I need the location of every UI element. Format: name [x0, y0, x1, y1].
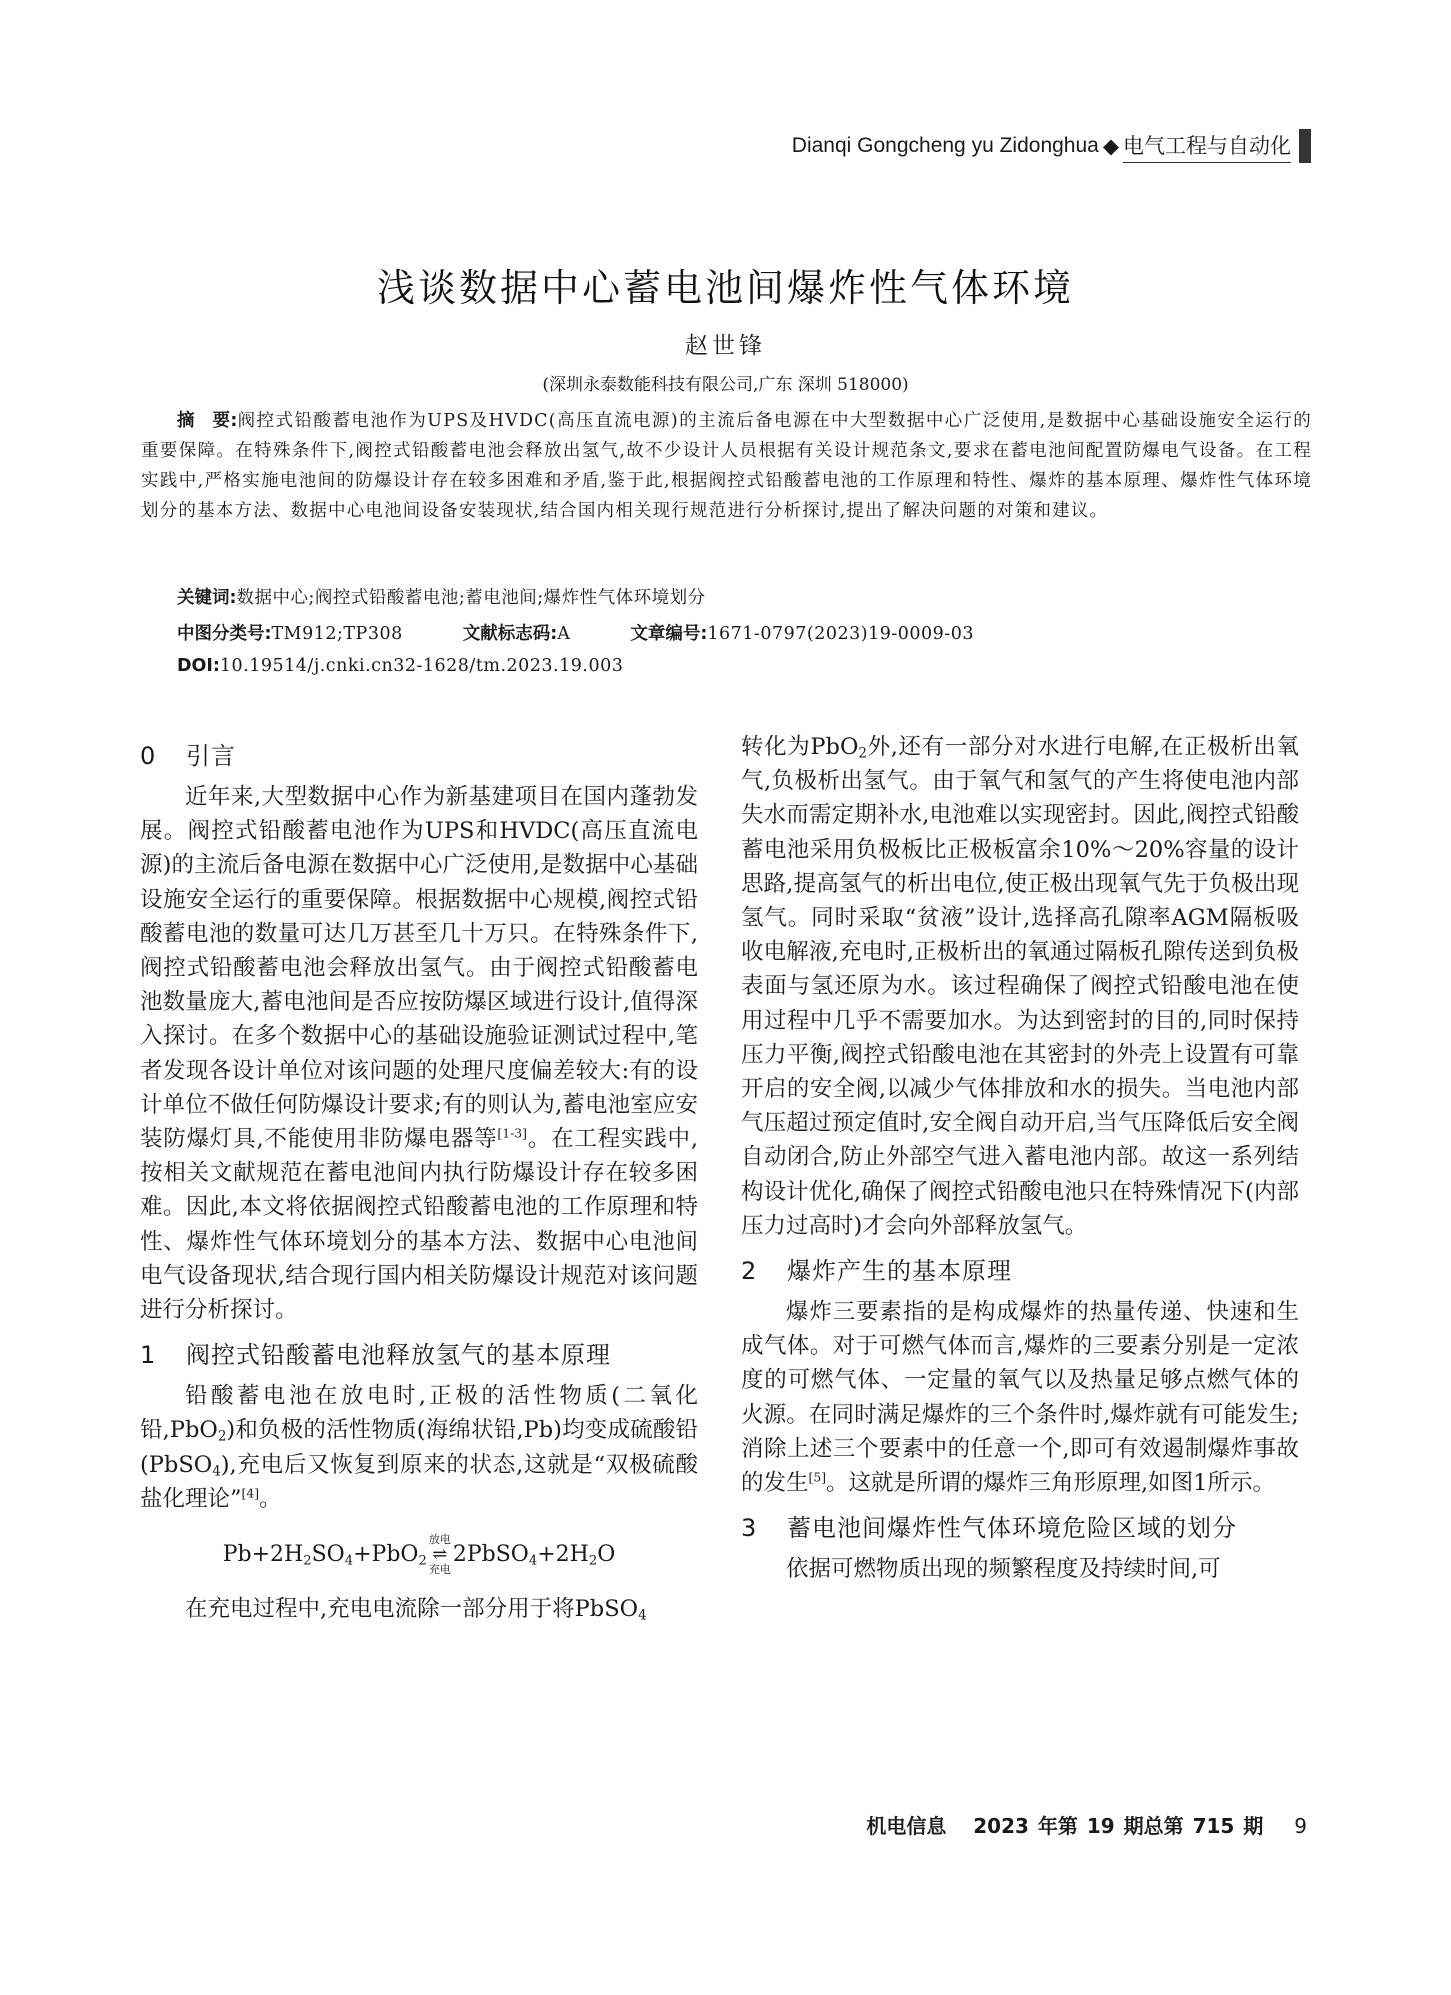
section-0-text-b: 。在工程实践中,按相关文献规范在蓄电池间内执行防爆设计存在较多困难。因此,本文将依据阀控式铅酸蓄电池的工作原理和特性、爆炸性气体环境划分的基本方法、数据中心电池间电气设备现状,结合现行国内相关防爆设计规范对该问题进行分析探讨。	[140, 1126, 699, 1324]
article-number-value: 1671-0797(2023)19-0009-03	[707, 624, 974, 644]
page-footer	[866, 1810, 1307, 1839]
section-1-text-d: 。	[259, 1485, 282, 1512]
section-3-paragraph	[741, 1552, 1299, 1586]
keywords	[177, 584, 706, 609]
section-1-heading	[140, 1333, 698, 1377]
arrow-label-charge: 充电	[428, 1563, 451, 1577]
section-1-text-c: ),充电后又恢复到原来的状态,这就是“双极硫酸盐化理论”	[140, 1451, 698, 1512]
section-2-title: 爆炸产生的基本原理	[787, 1257, 1012, 1286]
clc-value: TM912;TP308	[271, 624, 403, 644]
section-2-paragraph	[741, 1295, 1299, 1500]
subscript: 2	[217, 1428, 227, 1445]
page-number: 9	[1294, 1814, 1307, 1838]
chemical-equation	[140, 1524, 698, 1586]
section-1-number: 1	[140, 1341, 157, 1370]
citation-5: [5]	[808, 1470, 827, 1485]
footer-issue: 2023 年第 19 期总第 715 期	[973, 1814, 1264, 1838]
citation-4: [4]	[241, 1486, 260, 1501]
section-0-title: 引言	[186, 742, 236, 770]
section-1-text-p3a: 转化为PbO	[741, 734, 859, 760]
section-1-paragraph-2-continued	[741, 730, 1299, 1243]
clc-label: 中图分类号:	[177, 624, 272, 644]
section-1-title: 阀控式铅酸蓄电池释放氢气的基本原理	[186, 1341, 611, 1370]
section-1-paragraph-1	[140, 1379, 698, 1516]
author-name: 赵世锋	[685, 333, 766, 359]
doi-value: 10.19514/j.cnki.cn32-1628/tm.2023.19.003	[219, 656, 624, 676]
section-1-text-b: )和负极的活性物质(海绵状铅,Pb)均变成硫酸铅(PbSO	[140, 1417, 699, 1478]
abstract	[141, 406, 1312, 526]
section-2-text-a: 爆炸三要素指的是构成爆炸的热量传递、快速和生成气体。对于可燃气体而言,爆炸的三要素分别是一定浓度的可燃气体、一定量的氧气以及热量足够点燃气体的火源。在同时满足爆炸的三个条件时,爆炸就有可能发生;消除上述三个要素中的任意一个,即可有效遏制爆炸事故的发生	[741, 1299, 1299, 1497]
journal-name-cn: 电气工程与自动化	[1123, 130, 1291, 163]
section-0-heading	[140, 734, 698, 778]
abstract-text: 阀控式铅酸蓄电池作为UPS及HVDC(高压直流电源)的主流后备电源在中大型数据中心广泛使用,是数据中心基础设施安全运行的重要保障。在特殊条件下,阀控式铅酸蓄电池会释放出氢气,故不少设计人员根据有关设计规范条文,要求在蓄电池间配置防爆电气设备。在工程实践中,严格实施电池间的防爆设计存在较多困难和矛盾,鉴于此,根据阀控式铅酸蓄电池的工作原理和特性、爆炸的基本原理、爆炸性气体环境划分的基本方法、数据中心电池间设备安装现状,结合国内相关现行规范进行分析探讨,提出了解决问题的对策和建议。	[141, 411, 1312, 521]
abstract-label: 摘 要:	[177, 411, 238, 431]
article-number-label: 文章编号:	[630, 624, 708, 644]
keywords-label: 关键词:	[177, 588, 237, 608]
subscript: 4	[638, 1607, 647, 1624]
diamond-separator: ◆	[1102, 134, 1119, 158]
running-header	[792, 128, 1311, 164]
section-3-title: 蓄电池间爆炸性气体环境危险区域的划分	[787, 1514, 1237, 1543]
citation-1-3: [1-3]	[497, 1126, 527, 1141]
header-bar-mark	[1299, 129, 1311, 163]
section-2-number: 2	[741, 1257, 758, 1286]
doc-code-label: 文献标志码:	[462, 624, 558, 644]
footer-journal: 机电信息	[866, 1814, 947, 1838]
section-1-text-p2: 在充电过程中,充电电流除一部分用于将PbSO	[185, 1596, 639, 1623]
section-0-text-a: 近年来,大型数据中心作为新基建项目在国内蓬勃发展。阀控式铅酸蓄电池作为UPS和HVDC(高压直流电源)的主流后备电源在数据中心广泛使用,是数据中心基础设施安全运行的重要保障。根据数据中心规模,阀控式铅酸蓄电池的数量可达几万甚至几十万只。在特殊条件下,阀控式铅酸蓄电池会释放出氢气。由于阀控式铅酸蓄电池数量庞大,蓄电池间是否应按防爆区域进行设计,值得深入探讨。在多个数据中心的基础设施验证测试过程中,笔者发现各设计单位对该问题的处理尺度偏差较大:有的设计单位不做任何防爆设计要求;有的则认为,蓄电池室应安装防爆灯具,不能使用非防爆电器等	[140, 784, 698, 1153]
paper-title: 浅谈数据中心蓄电池间爆炸性气体环境	[376, 266, 1074, 310]
section-3-number: 3	[741, 1514, 758, 1543]
subscript: 4	[212, 1463, 221, 1480]
affiliation: (深圳永泰数能科技有限公司,广东 深圳 518000)	[542, 375, 909, 395]
keywords-text: 数据中心;阀控式铅酸蓄电池;蓄电池间;爆炸性气体环境划分	[236, 588, 706, 608]
section-1-text-p3b: 外,还有一部分对水进行电解,在正极析出氧气,负极析出氢气。由于氧气和氢气的产生将使电池内部失水而需定期补水,电池难以实现密封。因此,阀控式铅酸蓄电池采用负极板比正极板富余10%～20%容量的设计思路,提高氢气的析出电位,使正极出现氧气先于负极出现氢气。同时采取“贫液”设计,选择高孔隙率AGM隔板吸收电解液,充电时,正极析出的氧通过隔板孔隙传送到负极表面与氢还原为水。该过程确保了阀控式铅酸电池在使用过程中几乎不需要加水。为达到密封的目的,同时保持压力平衡,阀控式铅酸电池在其密封的外壳上设置有可靠开启的安全阀,以减少气体排放和水的损失。当电池内部气压超过预定值时,安全阀自动开启,当气压降低后安全阀自动闭合,防止外部空气进入蓄电池内部。故这一系列结构设计优化,确保了阀控式铅酸电池只在特殊情况下(内部压力过高时)才会向外部释放氢气。	[741, 734, 1299, 1239]
subscript: 2	[858, 745, 867, 762]
section-1-paragraph-2	[140, 1592, 698, 1626]
right-column	[741, 730, 1299, 1586]
classification-line	[177, 620, 974, 645]
equation-left: $Pb+2H_2SO_4+PbO_2$	[222, 1541, 427, 1569]
section-1-text-a: 铅酸蓄电池在放电时,正极的活性物质(二氧化铅,PbO	[140, 1383, 698, 1444]
left-column	[140, 730, 698, 1626]
section-0-number: 0	[140, 742, 157, 770]
equation-right: $2PbSO_4+2H_2O$	[452, 1541, 616, 1569]
journal-pinyin: Dianqi Gongcheng yu Zidonghua	[791, 134, 1099, 157]
doc-code-value: A	[557, 624, 571, 644]
arrow-symbol: ⇌	[432, 1544, 448, 1566]
arrow-label-discharge: 放电	[428, 1533, 451, 1547]
section-3-heading	[741, 1506, 1299, 1550]
section-3-text: 依据可燃物质出现的频繁程度及持续时间,可	[786, 1556, 1221, 1583]
doi-label: DOI:	[177, 656, 220, 676]
section-0-paragraph	[140, 780, 698, 1327]
section-2-text-b: 。这就是所谓的爆炸三角形原理,如图1所示。	[826, 1470, 1275, 1497]
section-2-heading	[741, 1249, 1299, 1293]
doi-line	[177, 656, 623, 676]
reversible-arrow-icon	[429, 1533, 451, 1577]
